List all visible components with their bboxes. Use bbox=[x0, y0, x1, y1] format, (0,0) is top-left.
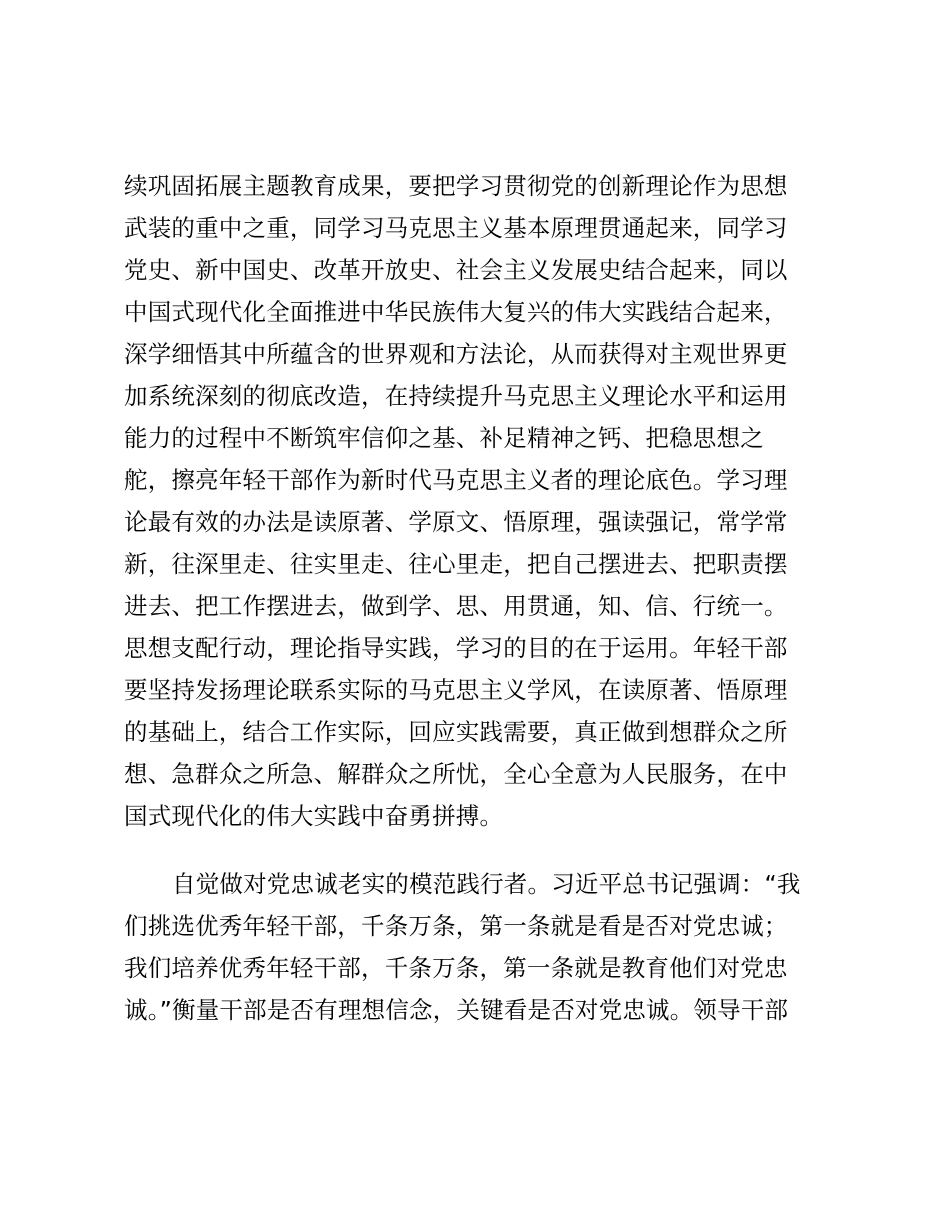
text-line: 思想支配行动，理论指导实践，学习的目的在于运用。年轻干部 bbox=[124, 634, 788, 662]
text-line: 加系统深刻的彻底改造，在持续提升马克思主义理论水平和运用 bbox=[124, 382, 788, 410]
text-line: 进去、把工作摆进去，做到学、思、用贯通，知、信、行统一。 bbox=[124, 592, 788, 620]
text-line: 能力的过程中不断筑牢信仰之基、补足精神之钙、把稳思想之 bbox=[124, 424, 764, 452]
text-line: 要坚持发扬理论联系实际的马克思主义学风，在读原著、悟原理 bbox=[124, 676, 788, 704]
text-line: 舵，擦亮年轻干部作为新时代马克思主义者的理论底色。学习理 bbox=[124, 466, 788, 494]
text-line: 深学细悟其中所蕴含的世界观和方法论，从而获得对主观世界更 bbox=[124, 340, 788, 368]
text-line: 想、急群众之所急、解群众之所忧，全心全意为人民服务，在中 bbox=[124, 760, 788, 788]
text-line: 中国式现代化全面推进中华民族伟大复兴的伟大实践结合起来， bbox=[124, 298, 788, 326]
text-line: 续巩固拓展主题教育成果，要把学习贯彻党的创新理论作为思想 bbox=[124, 172, 788, 200]
text-line: 诚。”衡量干部是否有理想信念，关键看是否对党忠诚。领导干部 bbox=[124, 996, 789, 1024]
text-line: 我们培养优秀年轻干部，千条万条，第一条就是教育他们对党忠 bbox=[124, 954, 788, 982]
text-line: 的基础上，结合工作实际，回应实践需要，真正做到想群众之所 bbox=[124, 718, 788, 746]
text-line: 武装的重中之重，同学习马克思主义基本原理贯通起来，同学习 bbox=[124, 214, 788, 242]
text-line: 新，往深里走、往实里走、往心里走，把自己摆进去、把职责摆 bbox=[124, 550, 788, 578]
paragraph-first-line: 自觉做对党忠诚老实的模范践行者。习近平总书记强调：“我 bbox=[172, 870, 801, 898]
text-line: 们挑选优秀年轻干部，千条万条，第一条就是看是否对党忠诚； bbox=[124, 912, 788, 940]
text-line: 党史、新中国史、改革开放史、社会主义发展史结合起来，同以 bbox=[124, 256, 788, 284]
text-line: 国式现代化的伟大实践中奋勇拼搏。 bbox=[124, 802, 504, 830]
text-line: 论最有效的办法是读原著、学原文、悟原理，强读强记，常学常 bbox=[124, 508, 788, 536]
